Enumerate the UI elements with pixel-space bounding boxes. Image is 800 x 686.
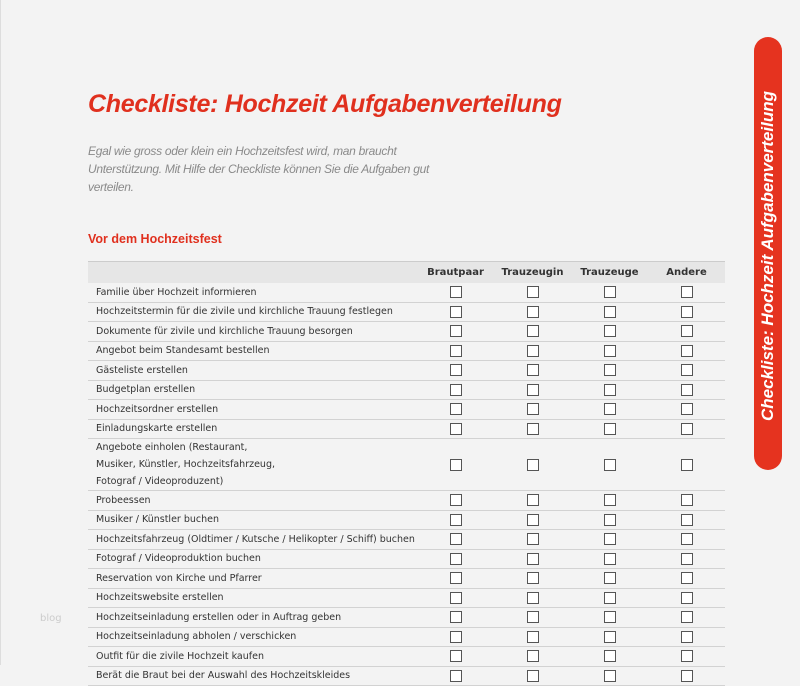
checkbox[interactable] <box>604 403 616 415</box>
checkbox[interactable] <box>681 494 693 506</box>
checkbox-cell <box>494 302 571 322</box>
checkbox-cell <box>648 530 725 550</box>
task-label: Hochzeitseinladung abholen / verschicken <box>88 627 417 647</box>
task-label: Angebote einholen (Restaurant, Musiker, Künstler, Hochzeitsfahrzeug, Fotograf / Videoproduzent) <box>88 439 417 491</box>
checkbox-cell <box>417 510 494 530</box>
checkbox-cell <box>417 283 494 302</box>
checkbox-cell <box>494 491 571 511</box>
checkbox-cell <box>648 510 725 530</box>
checkbox[interactable] <box>450 494 462 506</box>
checkbox-cell <box>571 341 648 361</box>
checkbox[interactable] <box>450 553 462 565</box>
checkbox-cell <box>571 361 648 381</box>
checkbox-cell <box>494 380 571 400</box>
checkbox[interactable] <box>450 572 462 584</box>
checkbox[interactable] <box>681 533 693 545</box>
table-row <box>88 510 725 530</box>
checkbox-cell <box>417 400 494 420</box>
checkbox-cell <box>417 491 494 511</box>
checkbox-cell <box>571 380 648 400</box>
checkbox-cell <box>571 647 648 667</box>
checkbox-cell <box>648 419 725 439</box>
checkbox-cell <box>417 627 494 647</box>
checkbox[interactable] <box>527 572 539 584</box>
checkbox[interactable] <box>450 592 462 604</box>
side-tab-label: Checkliste: Hochzeit Aufgabenverteilung <box>758 91 777 421</box>
checkbox[interactable] <box>527 650 539 662</box>
checkbox-cell <box>494 627 571 647</box>
checkbox[interactable] <box>604 459 616 471</box>
checkbox[interactable] <box>450 650 462 662</box>
checkbox-cell <box>417 419 494 439</box>
checkbox[interactable] <box>681 423 693 435</box>
checkbox-cell <box>417 666 494 686</box>
checkbox[interactable] <box>681 611 693 623</box>
table-row <box>88 530 725 550</box>
checkbox[interactable] <box>604 572 616 584</box>
checkbox[interactable] <box>604 670 616 682</box>
checkbox-cell <box>494 419 571 439</box>
checkbox[interactable] <box>450 533 462 545</box>
checkbox[interactable] <box>527 631 539 643</box>
checkbox[interactable] <box>450 459 462 471</box>
checkbox-cell <box>417 341 494 361</box>
task-label: Einladungskarte erstellen <box>88 419 417 439</box>
column-header: Andere <box>648 262 725 284</box>
checkbox-cell <box>648 380 725 400</box>
checkbox[interactable] <box>527 325 539 337</box>
checkbox[interactable] <box>527 494 539 506</box>
task-label: Dokumente für zivile und kirchliche Trauung besorgen <box>88 322 417 342</box>
checkbox-cell <box>571 588 648 608</box>
checkbox[interactable] <box>604 592 616 604</box>
checkbox[interactable] <box>681 514 693 526</box>
checkbox[interactable] <box>450 611 462 623</box>
checkbox[interactable] <box>450 325 462 337</box>
checkbox[interactable] <box>681 403 693 415</box>
checkbox[interactable] <box>681 592 693 604</box>
checkbox[interactable] <box>681 631 693 643</box>
checkbox-cell <box>648 302 725 322</box>
table-row <box>88 322 725 342</box>
task-label: Probeessen <box>88 491 417 511</box>
checkbox[interactable] <box>527 592 539 604</box>
table-row <box>88 361 725 381</box>
checkbox[interactable] <box>527 611 539 623</box>
task-label: Musiker / Künstler buchen <box>88 510 417 530</box>
checkbox[interactable] <box>604 650 616 662</box>
checkbox-cell <box>494 647 571 667</box>
checkbox[interactable] <box>604 533 616 545</box>
checkbox[interactable] <box>527 423 539 435</box>
checkbox[interactable] <box>527 403 539 415</box>
checkbox[interactable] <box>527 533 539 545</box>
checkbox[interactable] <box>681 345 693 357</box>
checkbox-cell <box>648 341 725 361</box>
checkbox-cell <box>494 530 571 550</box>
checkbox-cell <box>417 361 494 381</box>
checkbox-cell <box>571 666 648 686</box>
task-label: Gästeliste erstellen <box>88 361 417 381</box>
checkbox[interactable] <box>604 423 616 435</box>
checkbox[interactable] <box>527 286 539 298</box>
checkbox-cell <box>494 588 571 608</box>
table-row <box>88 491 725 511</box>
checkbox-cell <box>494 608 571 628</box>
checkbox-cell <box>417 608 494 628</box>
table-row <box>88 341 725 361</box>
checkbox-cell <box>494 322 571 342</box>
table-row <box>88 419 725 439</box>
checkbox[interactable] <box>604 364 616 376</box>
checkbox-cell <box>494 283 571 302</box>
checkbox-cell <box>571 283 648 302</box>
checkbox-cell <box>571 510 648 530</box>
table-row <box>88 588 725 608</box>
header-task <box>88 262 417 284</box>
checkbox[interactable] <box>527 384 539 396</box>
task-label: Hochzeitstermin für die zivile und kirchliche Trauung festlegen <box>88 302 417 322</box>
checkbox[interactable] <box>604 631 616 643</box>
table-row <box>88 569 725 589</box>
table-row <box>88 666 725 686</box>
checkbox[interactable] <box>527 345 539 357</box>
table-row <box>88 439 725 491</box>
table-header <box>88 262 725 284</box>
checkbox[interactable] <box>450 423 462 435</box>
checkbox[interactable] <box>681 670 693 682</box>
intro-text: Egal wie gross oder klein ein Hochzeitsfest wird, man braucht Unterstützung. Mit Hilfe der Checkliste können Sie die Aufgaben gut verteilen. <box>88 144 429 194</box>
checkbox[interactable] <box>681 650 693 662</box>
task-label: Outfit für die zivile Hochzeit kaufen <box>88 647 417 667</box>
table-row <box>88 400 725 420</box>
checkbox[interactable] <box>681 459 693 471</box>
checkbox[interactable] <box>681 364 693 376</box>
checkbox-cell <box>494 341 571 361</box>
checkbox-cell <box>417 439 494 491</box>
table-row <box>88 647 725 667</box>
checkbox[interactable] <box>604 553 616 565</box>
checkbox[interactable] <box>527 306 539 318</box>
checklist-table <box>88 261 725 686</box>
checkbox-cell <box>648 647 725 667</box>
checkbox[interactable] <box>450 514 462 526</box>
checkbox[interactable] <box>681 572 693 584</box>
column-header: Trauzeuge <box>571 262 648 284</box>
checkbox-cell <box>417 647 494 667</box>
checkbox-cell <box>417 588 494 608</box>
checkbox[interactable] <box>604 494 616 506</box>
checkbox-cell <box>417 569 494 589</box>
checkbox[interactable] <box>681 325 693 337</box>
checkbox-cell <box>571 530 648 550</box>
checkbox-cell <box>571 322 648 342</box>
checkbox-cell <box>494 569 571 589</box>
watermark: blog <box>40 613 62 624</box>
checkbox[interactable] <box>450 364 462 376</box>
checkbox-cell <box>648 322 725 342</box>
task-label: Hochzeitseinladung erstellen oder in Auftrag geben <box>88 608 417 628</box>
checkbox[interactable] <box>450 384 462 396</box>
checkbox-cell <box>417 380 494 400</box>
checkbox-cell <box>571 302 648 322</box>
table-row <box>88 608 725 628</box>
task-label: Hochzeitsfahrzeug (Oldtimer / Kutsche / Helikopter / Schiff) buchen <box>88 530 417 550</box>
checkbox[interactable] <box>681 286 693 298</box>
table-row <box>88 283 725 302</box>
checkbox[interactable] <box>681 553 693 565</box>
checkbox-cell <box>571 400 648 420</box>
checkbox[interactable] <box>604 325 616 337</box>
checkbox-cell <box>648 361 725 381</box>
task-label: Hochzeitswebsite erstellen <box>88 588 417 608</box>
checkbox-cell <box>417 549 494 569</box>
checkbox-cell <box>648 491 725 511</box>
checkbox-cell <box>417 322 494 342</box>
checkbox-cell <box>648 569 725 589</box>
checkbox[interactable] <box>527 364 539 376</box>
checkbox[interactable] <box>681 384 693 396</box>
checkbox[interactable] <box>450 631 462 643</box>
checkbox[interactable] <box>604 611 616 623</box>
checkbox-cell <box>417 302 494 322</box>
task-label: Budgetplan erstellen <box>88 380 417 400</box>
checkbox[interactable] <box>450 345 462 357</box>
checkbox-cell <box>648 400 725 420</box>
table-row <box>88 380 725 400</box>
checkbox-cell <box>494 361 571 381</box>
checkbox-cell <box>571 439 648 491</box>
checkbox-cell <box>494 549 571 569</box>
checkbox[interactable] <box>527 553 539 565</box>
checkbox-cell <box>571 549 648 569</box>
checkbox[interactable] <box>604 286 616 298</box>
checkbox[interactable] <box>450 403 462 415</box>
task-label: Reservation von Kirche und Pfarrer <box>88 569 417 589</box>
checkbox-cell <box>571 627 648 647</box>
checkbox-cell <box>494 439 571 491</box>
checkbox-cell <box>571 569 648 589</box>
column-header: Brautpaar <box>417 262 494 284</box>
checkbox[interactable] <box>527 670 539 682</box>
checkbox-cell <box>494 400 571 420</box>
checkbox[interactable] <box>450 306 462 318</box>
checkbox-cell <box>648 549 725 569</box>
section-heading: Vor dem Hochzeitsfest <box>88 232 222 246</box>
checkbox[interactable] <box>604 384 616 396</box>
checkbox[interactable] <box>604 514 616 526</box>
checkbox-cell <box>648 439 725 491</box>
task-label: Angebot beim Standesamt bestellen <box>88 341 417 361</box>
checkbox-cell <box>571 419 648 439</box>
checkbox-cell <box>648 627 725 647</box>
checkbox-cell <box>648 588 725 608</box>
checkbox[interactable] <box>450 286 462 298</box>
column-header: Trauzeugin <box>494 262 571 284</box>
checkbox-cell <box>417 530 494 550</box>
checkbox[interactable] <box>527 459 539 471</box>
checkbox-cell <box>571 491 648 511</box>
table-row <box>88 627 725 647</box>
checkbox[interactable] <box>604 306 616 318</box>
checkbox-cell <box>494 510 571 530</box>
checkbox-cell <box>494 666 571 686</box>
task-label: Familie über Hochzeit informieren <box>88 283 417 302</box>
checkbox-cell <box>648 608 725 628</box>
checkbox[interactable] <box>604 345 616 357</box>
checkbox[interactable] <box>527 514 539 526</box>
checkbox-cell <box>648 666 725 686</box>
table-row <box>88 549 725 569</box>
checkbox[interactable] <box>681 306 693 318</box>
checkbox[interactable] <box>450 670 462 682</box>
checkbox-cell <box>571 608 648 628</box>
task-label: Hochzeitsordner erstellen <box>88 400 417 420</box>
checkbox-cell <box>648 283 725 302</box>
task-label: Fotograf / Videoproduktion buchen <box>88 549 417 569</box>
task-label: Berät die Braut bei der Auswahl des Hochzeitskleides <box>88 666 417 686</box>
page-title: Checkliste: Hochzeit Aufgabenverteilung <box>88 90 562 118</box>
table-row <box>88 302 725 322</box>
